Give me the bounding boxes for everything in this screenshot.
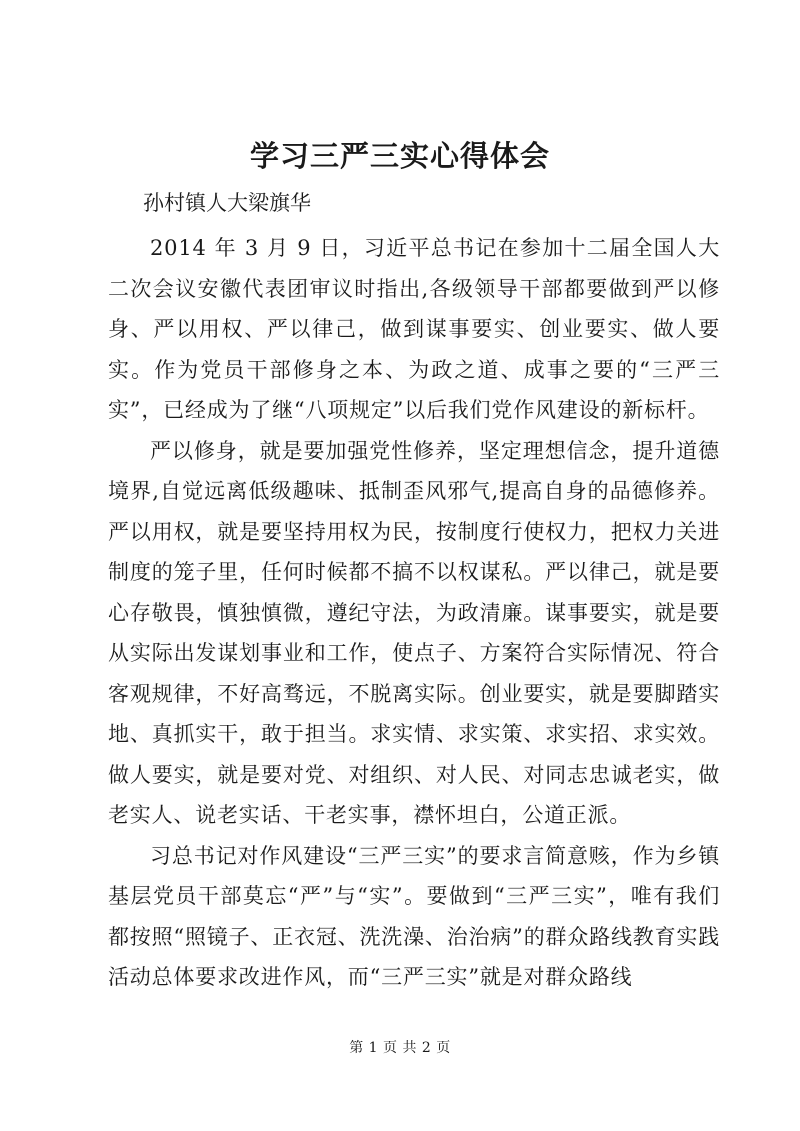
paragraph-1: 2014 年 3 月 9 日，习近平总书记在参加十二届全国人大二次会议安徽代表团审议时指出,各级领导干部都要做到严以修身、严以用权、严以律己，做到谋事要实、创业要实、做人要实。作为党员干部修身之本、为政之道、成事之要的“三严三实”，已经成为了继“八项规定”以后我们党作风建设的新标杆。	[108, 236, 720, 422]
document-body	[108, 228, 720, 998]
paragraph-2: 严以修身，就是要加强党性修养，坚定理想信念，提升道德境界,自觉远离低级趣味、抵制歪风邪气,提高自身的品德修养。严以用权，就是要坚持用权为民，按制度行使权力，把权力关进制度的笼子里，任何时候都不搞不以权谋私。严以律己，就是要心存敬畏，慎独慎微，遵纪守法，为政清廉。谋事要实，就是要从实际出发谋划事业和工作，使点子、方案符合实际情况、符合客观规律，不好高骛远，不脱离实际。创业要实，就是要脚踏实地、真抓实干，敢于担当。求实情、求实策、求实招、求实效。做人要实，就是要对党、对组织、对人民、对同志忠诚老实，做老实人、说老实话、干老实事，襟怀坦白，公道正派。	[108, 438, 720, 827]
document-title: 学习三严三实心得体会	[249, 139, 550, 173]
paragraph-3: 习总书记对作风建设“三严三实”的要求言简意赅，作为乡镇基层党员干部莫忘“严”与“实”。要做到“三严三实”，唯有我们都按照“照镜子、正衣冠、洗洗澡、治治病”的群众路线教育实践活动总体要求改进作风，而“三严三实”就是对群众路线	[108, 843, 720, 989]
page-footer: 第 1 页 共 2 页	[349, 1040, 451, 1056]
document-author: 孙村镇人大梁旗华	[143, 191, 311, 215]
